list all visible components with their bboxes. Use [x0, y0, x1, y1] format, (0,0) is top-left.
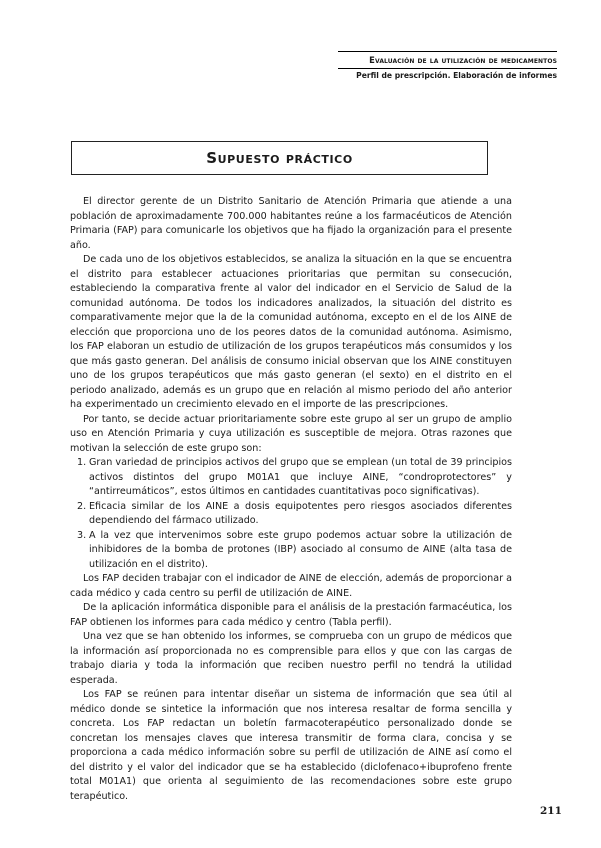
list-item	[70, 456, 512, 500]
list-item	[70, 529, 512, 573]
paragraph-indicator: Los FAP deciden trabajar con el indicador de AINE de elección, además de proporcionar a cada médico y cada centro su perfil de utilización de AINE.	[70, 573, 512, 599]
list-item-number: 1.	[77, 457, 87, 468]
list-item-number: 3.	[77, 529, 87, 541]
body-text	[70, 195, 512, 804]
section-title-box	[71, 141, 488, 175]
list-item-text: Gran variedad de principios activos del grupo que se emplean (un total de 39 principios activos distintos del grupo M01A1 que incluye AINE, “condroprotectores” y “antirreumáticos”, estos últimos en cantidades cuantitativas poco significativas).	[89, 457, 512, 497]
running-header	[338, 51, 557, 80]
list-item	[70, 500, 512, 529]
list-item-text: A la vez que intervenimos sobre este grupo podemos actuar sobre la utilización de inhibidores de la bomba de protones (IBP) asociado al consumo de AINE (alta tasa de utilización en el distrito).	[89, 529, 512, 570]
paragraph-reports: De la aplicación informática disponible para el análisis de la prestación farmacéutica, los FAP obtienen los informes para cada médico y centro (Tabla perfil).	[70, 602, 512, 628]
header-title: Evaluación de la utilización de medicamentos	[369, 55, 557, 65]
section-title: Supuesto práctico	[206, 149, 353, 167]
header-middle-rule	[338, 68, 557, 69]
paragraph-check: Una vez que se han obtenido los informes, se comprueba con un grupo de médicos que la información así proporcionada no es comprensible para ellos y que con las cargas de trabajo diaria y toda la información que reciben nuestro perfil no tendrá la utilidad esperada.	[70, 631, 512, 686]
header-subtitle: Perfil de prescripción. Elaboración de informes	[356, 71, 557, 80]
paragraph-analysis: De cada uno de los objetivos establecidos, se analiza la situación en la que se encuentra el distrito para establecer actuaciones prioritarias que permitan su consecución, estableciendo la comparativa frente al valor del indicador en el Servicio de Salud de la comunidad autónoma. De todos los indicadores analizados, la situación del distrito es comparativamente mejor que la de la comunidad autónoma, excepto en el de los AINE de elección que proporciona uno de los peores datos de la comunidad autónoma. Asimismo, los FAP elaboran un estudio de utilización de los grupos terapéuticos más consumidos y los que más gasto generan. Del análisis de consumo inicial observan que los AINE constituyen uno de los grupos terapéuticos que más gasto generan (el sexto) en el distrito en el periodo analizado, además es un grupo que en relación al mismo periodo del año anterior ha experimentado un crecimiento elevado en el importe de las prescripciones.	[70, 254, 512, 410]
header-top-rule	[338, 51, 557, 52]
paragraph-bulletin: Los FAP se reúnen para intentar diseñar un sistema de información que sea útil al médico donde se sintetice la información que nos interesa resaltar de forma sencilla y concreta. Los FAP redactan un boletín farmacoterapéutico personalizado donde se concretan los mensajes claves que interesa transmitir de forma clara, concisa y se proporciona a cada médico información sobre su perfil de utilización de AINE así como el del distrito y el valor del indicador que se ha establecido (diclofenaco+ibuprofeno frente total M01A1) que orienta al seguimiento de las recomendaciones sobre este grupo terapéutico.	[70, 689, 512, 802]
reasons-list	[70, 456, 512, 572]
paragraph-decision: Por tanto, se decide actuar prioritariamente sobre este grupo al ser un grupo de amplio uso en Atención Primaria y cuya utilización es susceptible de mejora. Otras razones que motivan la selección de este grupo son:	[70, 413, 512, 454]
list-item-text: Eficacia similar de los AINE a dosis equipotentes pero riesgos asociados diferentes dependiendo del fármaco utilizado.	[89, 500, 512, 526]
page-number: 211	[540, 805, 562, 817]
paragraph-intro: El director gerente de un Distrito Sanitario de Atención Primaria que atiende a una población de aproximadamente 700.000 habitantes reúne a los farmacéuticos de Atención Primaria (FAP) para comunicarle los objetivos que ha fijado la organización para el presente año.	[70, 196, 512, 251]
list-item-number: 2.	[77, 500, 87, 512]
